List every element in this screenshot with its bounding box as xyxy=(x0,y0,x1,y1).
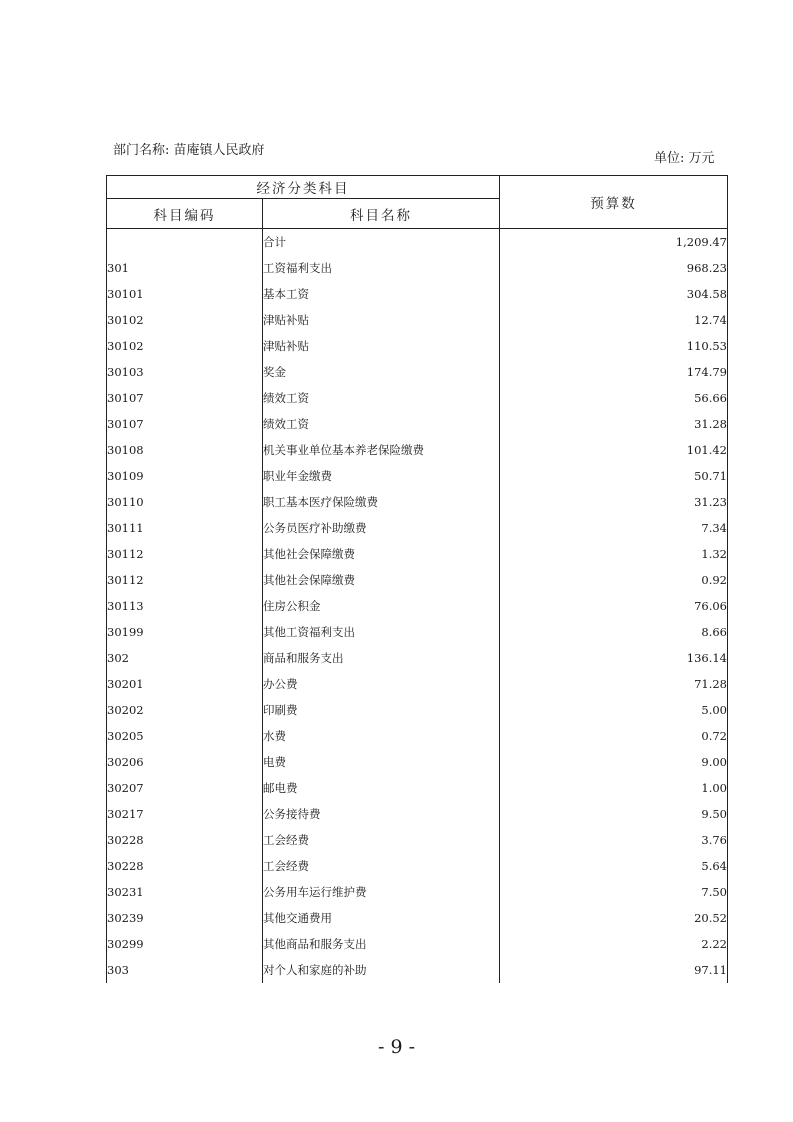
table-row xyxy=(107,489,728,515)
row-amount: 31.28 xyxy=(500,411,728,437)
row-amount: 0.92 xyxy=(500,567,728,593)
row-amount: 8.66 xyxy=(500,619,728,645)
table-body xyxy=(107,229,728,984)
table-row xyxy=(107,879,728,905)
table-row xyxy=(107,645,728,671)
row-amount: 3.76 xyxy=(500,827,728,853)
row-code: 30202 xyxy=(107,697,263,723)
row-name: 职工基本医疗保险缴费 xyxy=(263,489,500,515)
row-code: 30110 xyxy=(107,489,263,515)
table-row xyxy=(107,567,728,593)
row-name: 其他社会保障缴费 xyxy=(263,567,500,593)
table-row xyxy=(107,515,728,541)
row-name: 对个人和家庭的补助 xyxy=(263,957,500,983)
row-name: 印刷费 xyxy=(263,697,500,723)
row-name: 职业年金缴费 xyxy=(263,463,500,489)
row-amount: 5.64 xyxy=(500,853,728,879)
table-row xyxy=(107,411,728,437)
row-code: 30231 xyxy=(107,879,263,905)
table-row xyxy=(107,853,728,879)
row-amount: 76.06 xyxy=(500,593,728,619)
row-amount: 71.28 xyxy=(500,671,728,697)
row-code: 30111 xyxy=(107,515,263,541)
row-name: 商品和服务支出 xyxy=(263,645,500,671)
row-code: 30217 xyxy=(107,801,263,827)
table-row xyxy=(107,307,728,333)
table-row xyxy=(107,827,728,853)
row-name: 工会经费 xyxy=(263,853,500,879)
row-amount: 0.72 xyxy=(500,723,728,749)
row-amount: 968.23 xyxy=(500,255,728,281)
row-code: 303 xyxy=(107,957,263,983)
row-code: 30113 xyxy=(107,593,263,619)
table-row xyxy=(107,723,728,749)
row-code: 30101 xyxy=(107,281,263,307)
table-row xyxy=(107,749,728,775)
table-row xyxy=(107,905,728,931)
table-row xyxy=(107,385,728,411)
row-amount: 12.74 xyxy=(500,307,728,333)
row-amount: 101.42 xyxy=(500,437,728,463)
row-name: 绩效工资 xyxy=(263,385,500,411)
table-row xyxy=(107,437,728,463)
row-name: 邮电费 xyxy=(263,775,500,801)
table-row xyxy=(107,229,728,256)
row-amount: 20.52 xyxy=(500,905,728,931)
row-code: 30207 xyxy=(107,775,263,801)
table-row xyxy=(107,801,728,827)
row-name: 机关事业单位基本养老保险缴费 xyxy=(263,437,500,463)
row-amount: 2.22 xyxy=(500,931,728,957)
row-name: 办公费 xyxy=(263,671,500,697)
row-code: 30205 xyxy=(107,723,263,749)
row-code: 30107 xyxy=(107,385,263,411)
row-amount: 7.34 xyxy=(500,515,728,541)
row-name: 公务接待费 xyxy=(263,801,500,827)
row-name: 合计 xyxy=(263,229,500,256)
row-name: 其他商品和服务支出 xyxy=(263,931,500,957)
table-row xyxy=(107,671,728,697)
table-row xyxy=(107,255,728,281)
table-row xyxy=(107,593,728,619)
row-code: 30112 xyxy=(107,541,263,567)
budget-table xyxy=(106,175,728,983)
table-row xyxy=(107,333,728,359)
row-amount: 174.79 xyxy=(500,359,728,385)
row-amount: 304.58 xyxy=(500,281,728,307)
table-row xyxy=(107,541,728,567)
row-name: 基本工资 xyxy=(263,281,500,307)
row-name: 其他工资福利支出 xyxy=(263,619,500,645)
row-amount: 1.32 xyxy=(500,541,728,567)
table-row xyxy=(107,359,728,385)
row-name: 公务用车运行维护费 xyxy=(263,879,500,905)
subject-code-header: 科目编码 xyxy=(107,199,263,229)
table-row xyxy=(107,957,728,983)
row-code: 30299 xyxy=(107,931,263,957)
table-header-row-1 xyxy=(107,176,728,199)
page-number: - 9 - xyxy=(377,1036,415,1058)
row-name: 津贴补贴 xyxy=(263,333,500,359)
row-amount: 9.00 xyxy=(500,749,728,775)
table-row xyxy=(107,281,728,307)
row-name: 住房公积金 xyxy=(263,593,500,619)
row-amount: 136.14 xyxy=(500,645,728,671)
row-amount: 1,209.47 xyxy=(500,229,728,256)
row-amount: 5.00 xyxy=(500,697,728,723)
row-code: 30102 xyxy=(107,307,263,333)
row-code: 30112 xyxy=(107,567,263,593)
row-name: 水费 xyxy=(263,723,500,749)
row-code xyxy=(107,229,263,256)
row-amount: 56.66 xyxy=(500,385,728,411)
row-amount: 110.53 xyxy=(500,333,728,359)
row-name: 电费 xyxy=(263,749,500,775)
row-code: 30206 xyxy=(107,749,263,775)
row-code: 302 xyxy=(107,645,263,671)
row-amount: 9.50 xyxy=(500,801,728,827)
table-row xyxy=(107,697,728,723)
row-code: 30199 xyxy=(107,619,263,645)
row-code: 30228 xyxy=(107,853,263,879)
row-amount: 97.11 xyxy=(500,957,728,983)
row-name: 工资福利支出 xyxy=(263,255,500,281)
row-code: 30107 xyxy=(107,411,263,437)
row-name: 公务员医疗补助缴费 xyxy=(263,515,500,541)
row-name: 奖金 xyxy=(263,359,500,385)
table-row xyxy=(107,619,728,645)
row-code: 301 xyxy=(107,255,263,281)
row-name: 其他交通费用 xyxy=(263,905,500,931)
table-row xyxy=(107,775,728,801)
row-name: 绩效工资 xyxy=(263,411,500,437)
row-amount: 50.71 xyxy=(500,463,728,489)
budget-amount-header: 预算数 xyxy=(500,176,728,229)
row-code: 30201 xyxy=(107,671,263,697)
row-code: 30102 xyxy=(107,333,263,359)
department-name: 部门名称: 苗庵镇人民政府 xyxy=(113,143,265,158)
row-code: 30108 xyxy=(107,437,263,463)
row-amount: 31.23 xyxy=(500,489,728,515)
row-amount: 7.50 xyxy=(500,879,728,905)
row-code: 30239 xyxy=(107,905,263,931)
row-code: 30103 xyxy=(107,359,263,385)
table-row xyxy=(107,931,728,957)
row-name: 其他社会保障缴费 xyxy=(263,541,500,567)
row-code: 30228 xyxy=(107,827,263,853)
row-code: 30109 xyxy=(107,463,263,489)
unit-label: 单位: 万元 xyxy=(654,151,715,166)
row-amount: 1.00 xyxy=(500,775,728,801)
table-row xyxy=(107,463,728,489)
row-name: 工会经费 xyxy=(263,827,500,853)
subject-name-header: 科目名称 xyxy=(263,199,500,229)
economic-classification-header: 经济分类科目 xyxy=(107,176,500,199)
row-name: 津贴补贴 xyxy=(263,307,500,333)
